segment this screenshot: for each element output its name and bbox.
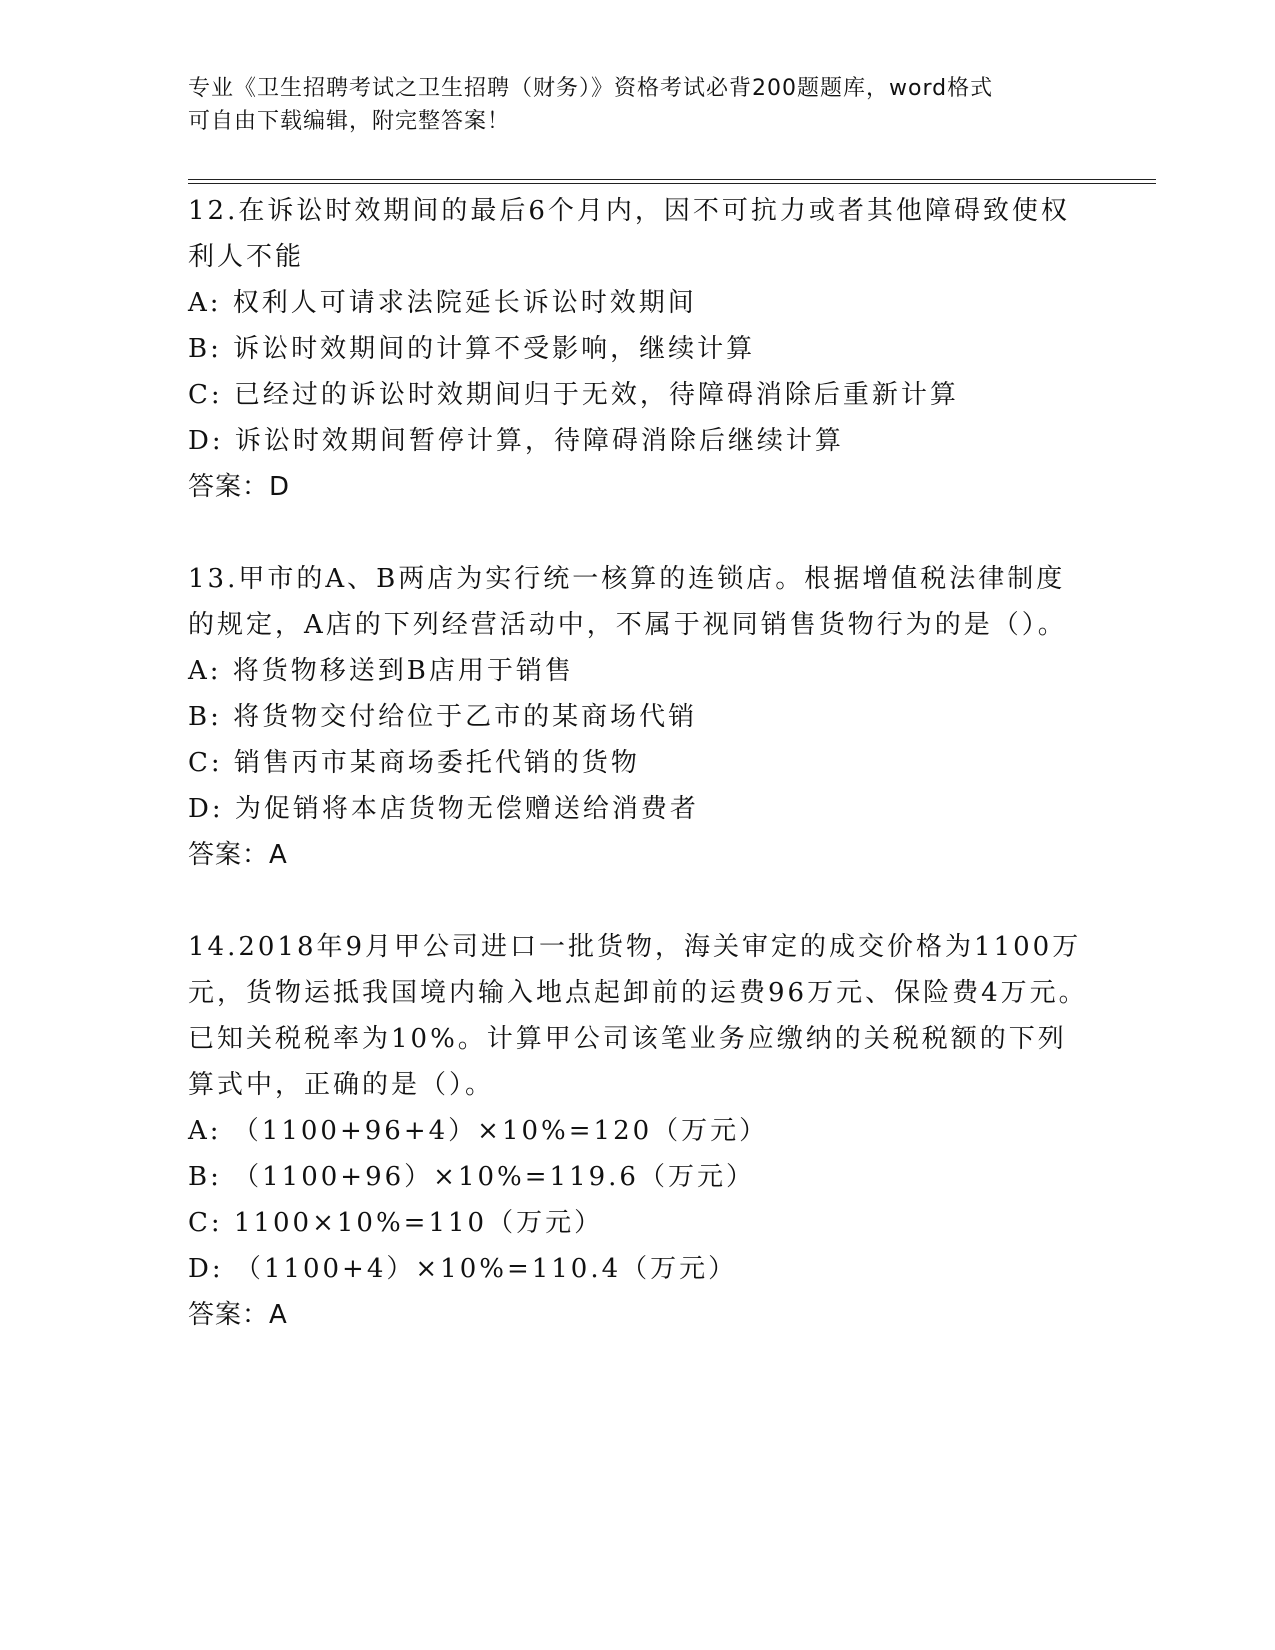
header-divider-bottom (188, 183, 1156, 184)
document-header (188, 72, 1088, 138)
option-a: A: 将货物移送到B店用于销售 (188, 656, 574, 686)
option-c: C: 销售丙市某商场委托代销的货物 (188, 748, 640, 778)
option-c: C: 1100×10%=110（万元） (188, 1208, 604, 1238)
answer-label: 答案：D (188, 472, 291, 502)
question-13 (188, 556, 1088, 878)
option-b: B: （1100+96）×10%=119.6（万元） (188, 1162, 755, 1192)
header-divider-top (188, 179, 1156, 180)
option-b: B: 将货物交付给位于乙市的某商场代销 (188, 702, 698, 732)
option-a: A: （1100+96+4）×10%=120（万元） (188, 1116, 769, 1146)
question-stem: 13.甲市的A、B两店为实行统一核算的连锁店。根据增值税法律制度的规定，A店的下列经营活动中，不属于视同销售货物行为的是（）。 (188, 564, 1067, 640)
header-line-1: 专业《卫生招聘考试之卫生招聘（财务）》资格考试必背200题题库，word格式 (188, 76, 994, 101)
question-14 (188, 924, 1088, 1338)
option-c: C: 已经过的诉讼时效期间归于无效，待障碍消除后重新计算 (188, 380, 959, 410)
answer-label: 答案：A (188, 1300, 288, 1330)
question-stem: 14.2018年9月甲公司进口一批货物，海关审定的成交价格为1100万元，货物运抵我国境内输入地点起卸前的运费96万元、保险费4万元。已知关税税率为10%。计算甲公司该笔业务应缴纳的关税税额的下列算式中，正确的是（）。 (188, 932, 1088, 1100)
option-d: D: 诉讼时效期间暂停计算，待障碍消除后继续计算 (188, 426, 844, 456)
question-12 (188, 188, 1088, 510)
header-line-2: 可自由下载编辑，附完整答案！ (188, 109, 511, 134)
answer-label: 答案：A (188, 840, 288, 870)
option-a: A: 权利人可请求法院延长诉讼时效期间 (188, 288, 697, 318)
question-stem: 12.在诉讼时效期间的最后6个月内，因不可抗力或者其他障碍致使权利人不能 (188, 196, 1070, 272)
option-b: B: 诉讼时效期间的计算不受影响，继续计算 (188, 334, 756, 364)
option-d: D: （1100+4）×10%=110.4（万元） (188, 1254, 738, 1284)
option-d: D: 为促销将本店货物无偿赠送给消费者 (188, 794, 699, 824)
question-list (188, 188, 1088, 1384)
